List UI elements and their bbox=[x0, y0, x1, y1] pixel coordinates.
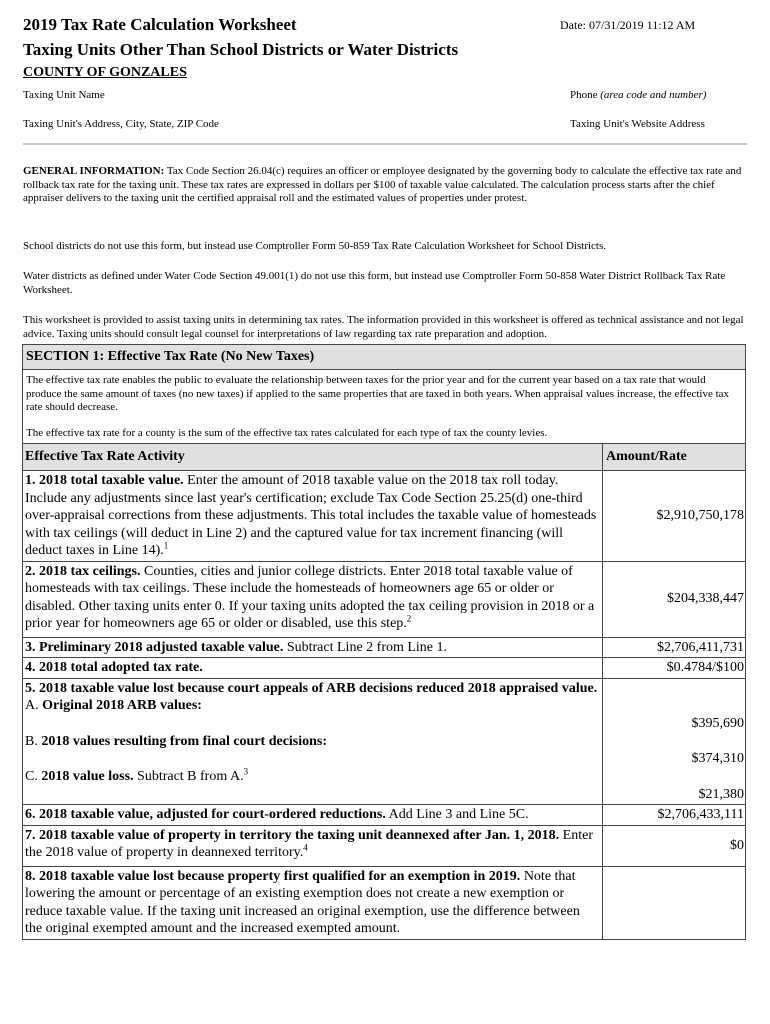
line-7-footnote: 4 bbox=[303, 842, 308, 853]
line-2-amount: $204,338,447 bbox=[603, 561, 746, 637]
line-4-label: 4. 2018 total adopted tax rate. bbox=[25, 660, 203, 675]
general-information-label: GENERAL INFORMATION: bbox=[23, 165, 165, 177]
line-5c-prefix: C. bbox=[25, 769, 42, 784]
line-1-description bbox=[23, 471, 603, 562]
line-1-label: 1. 2018 total taxable value. bbox=[25, 473, 184, 488]
table-row-line-5 bbox=[23, 678, 745, 805]
line-5a-label: Original 2018 ARB values: bbox=[42, 698, 202, 713]
line-8-label: 8. 2018 taxable value lost because property first qualified for an exemption in 2019. bbox=[25, 868, 521, 884]
date-stamp: Date: 07/31/2019 11:12 AM bbox=[560, 18, 696, 32]
table-row-line-8 bbox=[23, 866, 745, 939]
table-row-line-1 bbox=[23, 471, 745, 562]
line-2-label: 2. 2018 tax ceilings. bbox=[25, 563, 141, 579]
section-1-intro bbox=[23, 370, 745, 443]
line-1-amount: $2,910,750,178 bbox=[603, 471, 746, 562]
school-districts-note: School districts do not use this form, but instead use Comptroller Form 50-859 Tax Rate Calculation Worksheet for School Districts. bbox=[23, 240, 607, 252]
line-1-footnote: 1 bbox=[163, 540, 169, 551]
line-5-description bbox=[23, 678, 603, 805]
line-6-description bbox=[23, 805, 603, 826]
line-3-text: Subtract Line 2 from Line 1. bbox=[283, 639, 448, 655]
section-1 bbox=[22, 344, 746, 940]
line-5a-amount: $395,690 bbox=[691, 715, 744, 731]
line-5c-amount: $21,380 bbox=[698, 786, 744, 802]
line-5c-footnote: 3 bbox=[243, 766, 249, 777]
line-3-amount: $2,706,411,731 bbox=[603, 637, 746, 658]
line-5-label: 5. 2018 taxable value lost because court appeals of ARB decisions reduced 2018 appraised value. bbox=[25, 680, 598, 696]
line-5a-prefix: A. bbox=[25, 698, 43, 713]
table-row-line-3 bbox=[23, 637, 745, 658]
line-5b-prefix: B. bbox=[25, 733, 42, 749]
phone-label-text: Phone bbox=[570, 89, 598, 101]
table-row-line-6 bbox=[23, 805, 745, 826]
section-1-title: SECTION 1: Effective Tax Rate (No New Taxes) bbox=[23, 345, 745, 370]
column-header-activity: Effective Tax Rate Activity bbox=[23, 444, 603, 471]
worksheet-table bbox=[23, 443, 745, 940]
line-5b-label: 2018 values resulting from final court decisions: bbox=[41, 733, 328, 749]
line-7-label: 7. 2018 taxable value of property in territory the taxing unit deannexed after Jan. 1, 2018. bbox=[25, 827, 560, 843]
line-5c-text: Subtract B from A. bbox=[133, 769, 244, 784]
section-1-county-note: The effective tax rate for a county is the sum of the effective tax rates calculated for each type of tax the county levies. bbox=[26, 426, 548, 439]
line-5c-label: 2018 value loss. bbox=[41, 769, 134, 784]
table-row-line-7 bbox=[23, 825, 745, 866]
column-header-amount: Amount/Rate bbox=[603, 444, 746, 471]
taxing-unit-name-label: Taxing Unit Name bbox=[23, 89, 105, 101]
line-4-amount: $0.4784/$100 bbox=[603, 658, 746, 679]
line-8-amount bbox=[603, 866, 746, 939]
line-1-text: Enter the amount of 2018 taxable value on the 2018 tax roll today. Include any adjustments since last year's certification; exclude Tax Code Section 25.25(d) one-third over-appraisal corrections from these adjustments. This total includes the taxable value of homesteads with tax ceilings (will deduct in Line 2) and the captured value for tax increment financing (will deduct taxes in Line 14). bbox=[25, 473, 597, 558]
line-3-description bbox=[23, 637, 603, 658]
line-7-text: Enter the 2018 value of property in deannexed territory. bbox=[25, 827, 593, 860]
phone-label bbox=[570, 89, 706, 101]
website-label: Taxing Unit's Website Address bbox=[570, 118, 705, 130]
line-7-amount: $0 bbox=[603, 825, 746, 866]
general-information bbox=[23, 165, 745, 206]
line-2-description bbox=[23, 561, 603, 637]
line-7-description bbox=[23, 825, 603, 866]
line-2-text: Counties, cities and junior college districts. Enter 2018 total taxable value of homesteads with tax ceilings. These include the homesteads of homeowners age 65 or older or disabled. Other taxing units enter 0. If your taxing units adopted the tax ceiling provision in 2018 or a prior year for homeowners age 65 or older or disabled, use this step. bbox=[25, 563, 595, 631]
line-8-description bbox=[23, 866, 603, 939]
line-6-label: 6. 2018 taxable value, adjusted for court-ordered reductions. bbox=[25, 807, 386, 822]
table-row-line-2 bbox=[23, 561, 745, 637]
table-row-line-4 bbox=[23, 658, 745, 679]
line-6-text: Add Line 3 and Line 5C. bbox=[385, 807, 529, 822]
table-header-row bbox=[23, 444, 745, 471]
line-5-amounts bbox=[603, 678, 746, 805]
page-title: 2019 Tax Rate Calculation Worksheet bbox=[23, 15, 297, 34]
line-8-text: Note that lowering the amount or percentage of an existing exemption does not create a new exemption or reduce taxable value. If the taxing unit increased an original exemption, use the difference between the original exempted amount and the increased exempted amount. bbox=[25, 868, 580, 936]
line-3-label: 3. Preliminary 2018 adjusted taxable value. bbox=[25, 639, 284, 655]
address-label: Taxing Unit's Address, City, State, ZIP Code bbox=[23, 118, 219, 130]
line-6-amount: $2,706,433,111 bbox=[603, 805, 746, 826]
phone-hint: (area code and number) bbox=[600, 89, 707, 101]
page-subtitle: Taxing Units Other Than School Districts or Water Districts bbox=[23, 40, 459, 59]
header-divider bbox=[23, 143, 747, 145]
worksheet-disclaimer: This worksheet is provided to assist taxing units in determining tax rates. The information provided in this worksheet is offered as technical assistance and not legal advice. Taxing units should consult legal counsel for interpretations of law regarding tax rate preparation and adoption. bbox=[23, 314, 744, 340]
line-4-description bbox=[23, 658, 603, 679]
county-name: COUNTY OF GONZALES bbox=[23, 65, 187, 80]
line-5b-amount: $374,310 bbox=[691, 751, 744, 766]
general-information-text: Tax Code Section 26.04(c) requires an officer or employee designated by the governing body to calculate the effective tax rate and rollback tax rate for the taxing unit. These tax rates are expressed in dollars per $100 of taxable value calculated. The calculation process starts after the chief appraiser delivers to the taxing unit the certified appraisal roll and the estimated values of properties under protest. bbox=[23, 165, 742, 204]
water-districts-note: Water districts as defined under Water Code Section 49.001(1) do not use this form, but instead use Comptroller Form 50-858 Water District Rollback Tax Rate Worksheet. bbox=[23, 270, 726, 296]
section-1-intro-text: The effective tax rate enables the public to evaluate the relationship between taxes for the prior year and for the current year based on a tax rate that would produce the same amount of taxes (no new taxes) if applied to the same properties that are taxed in both years. When appraisal values increase, the effective tax rate should decrease. bbox=[26, 374, 730, 413]
line-2-footnote: 2 bbox=[406, 613, 412, 624]
